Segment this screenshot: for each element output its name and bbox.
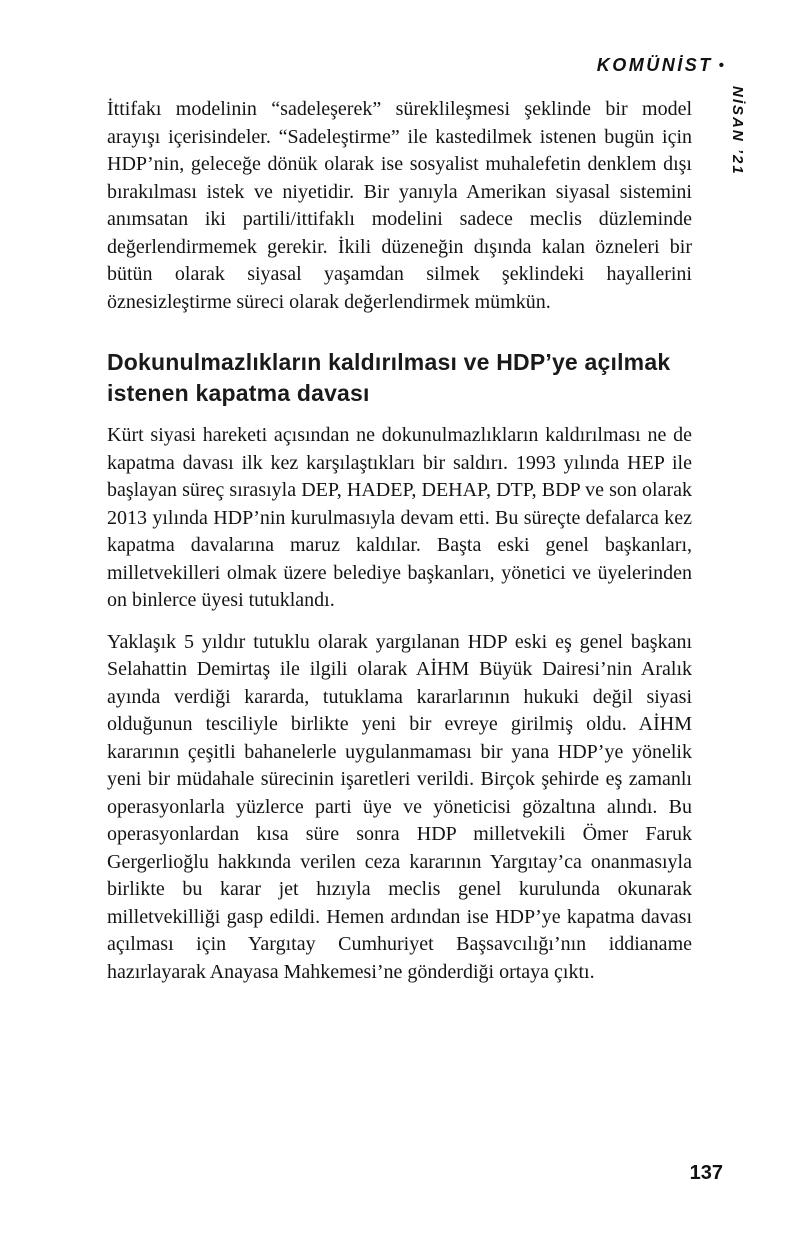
section-heading: Dokunulmazlıkların kaldırılması ve HDP’ye açılmak istenen kapatma davası (107, 349, 671, 406)
body-paragraph: Kürt siyasi hareketi açısından ne dokunulmazlıkların kaldırılması ne de kapatma davası ilk kez karşılaştıkları bir saldırı. 1993 yılında HEP ile başlayan süreç sırasıyla DEP, HADEP, DEHAP, DTP, BDP ve son olarak 2013 yılında HDP’nin kurulmasıyla devam etti. Bu süreçte defalarca kez kapatma davalarına maruz kaldılar. Başta eski genel başkanları, milletvekilleri olmak üzere belediye başkanları, yönetici ve üyelerinden on binlerce üyesi tutuklandı. (107, 424, 692, 611)
journal-title-bullet: • (718, 57, 724, 74)
page-content (107, 96, 692, 1000)
journal-title: KOMÜNİST (596, 55, 713, 75)
body-paragraph: İttifakı modelinin “sadeleşerek” süreklileşmesi şeklinde bir model arayışı içerisindeler. “Sadeleştirme” ile kastedilmek istenen bugün için HDP’nin, geleceğe dönük olarak ise sosyalist muhalefetin denklem dışı bırakılması istek ve niyetidir. Bir yanıyla Amerikan siyasal sistemini anımsatan iki partili/ittifaklı modelini sadece meclis düzleminde değerlendirmemek gerekir. İkili düzeneğin dışında kalan özneleri bir bütün olarak siyasal yaşamdan silmek şeklindeki hayallerini öznesizleştirme süreci olarak değerlendirmek mümkün. (107, 98, 692, 313)
page-header (597, 55, 724, 76)
issue-date-label: NİSAN ’21 (729, 86, 746, 176)
page-number: 137 (689, 1162, 723, 1184)
body-paragraph: Yaklaşık 5 yıldır tutuklu olarak yargılanan HDP eski eş genel başkanı Selahattin Demirtaş ile ilgili olarak AİHM Büyük Dairesi’nin Aralık ayında verdiği kararda, tutuklama kararlarının hukuki değil siyasi olduğunun tesciliyle birlikte yeni bir evreye girilmiş oldu. AİHM kararının çeşitli bahanelerle uygulanmaması bir yana HDP’ye yönelik yeni bir müdahale sürecinin işaretleri verildi. Birçok şehirde eş zamanlı operasyonlarla yüzlerce parti üye ve yöneticisi gözaltına alındı. Bu operasyonlardan kısa süre sonra HDP milletvekili Ömer Faruk Gergerlioğlu hakkında verilen ceza kararının Yargıtay’ca onanmasıyla birlikte bu karar jet hızıyla meclis genel kurulunda okunarak milletvekilliği gasp edildi. Hemen ardından ise HDP’ye kapatma davası açılması için Yargıtay Cumhuriyet Başsavcılığı’nın iddianame hazırlayarak Anayasa Mahkemesi’ne gönderdiği ortaya çıktı. (107, 630, 692, 983)
